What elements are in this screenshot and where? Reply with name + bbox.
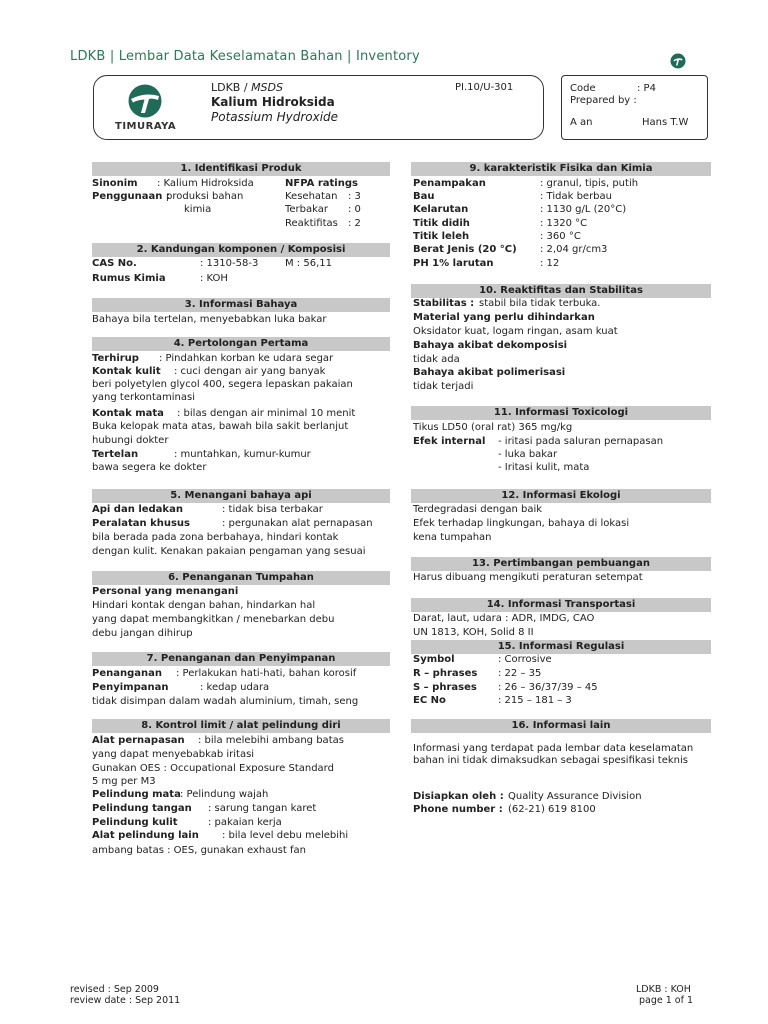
section-13-header: 13. Pertimbangan pembuangan [411,557,711,571]
section-10-header: 10. Reaktifitas dan Stabilitas [411,284,711,298]
api-ledakan-label: Api dan ledakan [92,504,183,515]
ekologi-line-3: kena tumpahan [413,532,492,543]
a-an-label: A an [570,117,593,128]
pelindung-tangan-label: Pelindung tangan [92,803,192,814]
sinonim-value: : Kalium Hidroksida [157,178,254,189]
prop-label: Kelarutan [413,204,469,215]
cas-label: CAS No. [92,258,137,269]
prop-label: Berat Jenis (20 °C) [413,244,517,255]
section-15-header: 15. Informasi Regulasi [411,640,711,654]
nfpa-label: NFPA ratings [285,178,358,189]
tumpahan-line-1: Hindari kontak dengan bahan, hindarkan hal [92,600,316,611]
prop-label: Titik didih [413,218,470,229]
terhirup-value: : Pindahkan korban ke udara segar [159,353,334,364]
alat-pelindung-lain-line-2: ambang batas : OES, gunakan exhaust fan [92,845,306,856]
transportasi-line-1: Darat, laut, udara : ADR, IMDG, CAO [413,613,595,624]
code-label: Code [570,83,596,94]
prepared-by-label: Prepared by : [570,95,637,106]
kesehatan-label: Kesehatan [285,191,338,202]
section-3-header: 3. Informasi Bahaya [92,298,390,312]
alat-pelindung-lain-value: : bila level debu melebihi [222,830,349,841]
personal-label: Personal yang menangani [92,586,239,597]
prop-label: Titik leleh [413,231,470,242]
stabilitas-label: Stabilitas : [413,298,475,309]
tertelan-line-2: bawa segera ke dokter [92,462,207,473]
penanganan-value: : Perlakukan hati-hati, bahan korosif [176,668,357,679]
section-5-header: 5. Menangani bahaya api [92,489,390,503]
tertelan-value: : muntahkan, kumur-kumur [174,449,311,460]
api-ledakan-value: : tidak bisa terbakar [222,504,323,515]
company-logo-icon [670,53,686,69]
api-line-3: dengan kulit. Kenakan pakaian pengaman yang sesuai [92,546,366,557]
sinonim-label: Sinonim [92,178,138,189]
terbakar-value: : 0 [348,204,361,215]
material-value: Oksidator kuat, logam ringan, asam kuat [413,326,618,337]
ekologi-line-2: Efek terhadap lingkungan, bahaya di lokasi [413,518,630,529]
prop-value: : 12 [540,258,560,269]
tertelan-label: Tertelan [92,449,139,460]
alat-pernapasan-label: Alat pernapasan [92,735,185,746]
section-7-header: 7. Penanganan dan Penyimpanan [92,652,390,666]
efek-internal-label: Efek internal [413,436,486,447]
penggunaan-value: produksi bahan [166,191,244,202]
polimerisasi-value: tidak terjadi [413,381,474,392]
kontak-mata-value: : bilas dengan air minimal 10 menit [177,408,356,419]
code-box [561,75,708,140]
pelindung-kulit-label: Pelindung kulit [92,817,178,828]
section-12-header: 12. Informasi Ekologi [411,489,711,503]
transportasi-line-2: UN 1813, KOH, Solid 8 II [413,627,534,638]
page-number: page 1 of 1 [639,995,694,1006]
review-date: review date : Sep 2011 [70,995,181,1006]
alat-pernapasan-value: : bila melebihi ambang batas [198,735,344,746]
phone-value: (62-21) 619 8100 [508,804,596,815]
regulasi-value: : 22 – 35 [498,668,542,679]
kontak-mata-line-3: hubungi dokter [92,435,169,446]
brand-name: TIMURAYA [115,121,177,132]
pelindung-mata-label: Pelindung mata [92,789,181,800]
footer-doc-code: LDKB : KOH [636,984,691,995]
product-name: Kalium Hidroksida [211,95,335,109]
prop-label: Penampakan [413,178,486,189]
efek-item: - Iritasi kulit, mata [498,462,590,473]
penggunaan-value-2: kimia [184,204,212,215]
section-16-header: 16. Informasi lain [411,719,711,733]
section-2-header: 2. Kandungan komponen / Komposisi [92,243,390,257]
kontak-mata-label: Kontak mata [92,408,164,419]
phone-label: Phone number : [413,804,503,815]
kontak-kulit-label: Kontak kulit [92,366,161,377]
document-number: PI.10/U-301 [455,82,514,93]
regulasi-label: R – phrases [413,668,478,679]
bahaya-text: Bahaya bila tertelan, menyebabkan luka bakar [92,314,327,325]
header-doc-type: LDKB / MSDS [211,81,283,94]
prop-label: Bau [413,191,435,202]
penyimpanan-line-2: tidak disimpan dalam wadah aluminium, timah, seng [92,696,359,707]
section-6-header: 6. Penanganan Tumpahan [92,571,390,585]
regulasi-value: : 215 – 181 – 3 [498,695,572,706]
reaktifitas-value: : 2 [348,218,361,229]
disiapkan-label: Disiapkan oleh : [413,791,504,802]
section-1-header: 1. Identifikasi Produk [92,162,390,176]
kontak-kulit-line-2: beri polyetylen glycol 400, segera lepaskan pakaian [92,379,353,390]
preparer-name: Hans T.W [642,117,689,128]
kesehatan-value: : 3 [348,191,361,202]
prop-value: : granul, tipis, putih [540,178,639,189]
penggunaan-label: Penggunaan : [92,191,170,202]
cas-value: : 1310-58-3 [200,258,259,269]
pelindung-kulit-value: : pakaian kerja [208,817,282,828]
dekomposisi-label: Bahaya akibat dekomposisi [413,340,568,351]
section-14-header: 14. Informasi Transportasi [411,598,711,612]
molar-mass: M : 56,11 [285,258,332,269]
section-4-header: 4. Pertolongan Pertama [92,337,390,351]
regulasi-label: S – phrases [413,682,477,693]
info-lain-line-1: Informasi yang terdapat pada lembar data keselamatan [413,743,694,754]
prop-value: : 360 °C [540,231,581,242]
prop-value: : 2,04 gr/cm3 [540,244,608,255]
stabilitas-value: stabil bila tidak terbuka. [479,298,601,309]
regulasi-value: : Corrosive [498,654,552,665]
prop-label: PH 1% larutan [413,258,494,269]
peralatan-khusus-value: : pergunakan alat pernapasan [222,518,373,529]
terbakar-label: Terbakar [285,204,329,215]
polimerisasi-label: Bahaya akibat polimerisasi [413,367,566,378]
product-name-english: Potassium Hydroxide [211,110,339,124]
tumpahan-line-3: debu jangan dihirup [92,628,193,639]
tumpahan-line-2: yang dapat membangkitkan / menebarkan debu [92,614,335,625]
api-line-2: bila berada pada zona berbahaya, hindari kontak [92,532,339,543]
timuraya-logo-icon [122,84,168,118]
prop-value: : Tidak berbau [540,191,612,202]
regulasi-value: : 26 – 36/37/39 – 45 [498,682,598,693]
info-lain-line-2: bahan ini tidak dimaksudkan sebagai spesifikasi teknis [413,755,688,766]
alat-pernapasan-line-3: Gunakan OES : Occupational Exposure Standard [92,763,334,774]
alat-pelindung-lain-label: Alat pelindung lain [92,830,199,841]
prop-value: : 1130 g/L (20°C) [540,204,627,215]
prop-value: : 1320 °C [540,218,588,229]
pelindung-mata-value: : Pelindung wajah [180,789,269,800]
regulasi-label: Symbol [413,654,455,665]
alat-pernapasan-line-4: 5 mg per M3 [92,776,156,787]
code-value: : P4 [637,83,656,94]
revised-date: revised : Sep 2009 [70,984,159,995]
section-11-header: 11. Informasi Toxicologi [411,406,711,420]
penyimpanan-value: : kedap udara [200,682,270,693]
ekologi-line-1: Terdegradasi dengan baik [413,504,543,515]
document-title: LDKB | Lembar Data Keselamatan Bahan | Inventory [70,49,420,64]
rumus-kimia-label: Rumus Kimia [92,273,166,284]
efek-item: - luka bakar [498,449,558,460]
rumus-kimia-value: : KOH [200,273,228,284]
regulasi-label: EC No [413,695,446,706]
pelindung-tangan-value: : sarung tangan karet [208,803,317,814]
efek-item: - iritasi pada saluran pernapasan [498,436,664,447]
section-9-header: 9. karakteristik Fisika dan Kimia [411,162,711,176]
dekomposisi-value: tidak ada [413,354,460,365]
penanganan-label: Penanganan [92,668,162,679]
kontak-kulit-value: : cuci dengan air yang banyak [174,366,326,377]
disiapkan-value: Quality Assurance Division [508,791,642,802]
material-label: Material yang perlu dihindarkan [413,312,595,323]
peralatan-khusus-label: Peralatan khusus [92,518,191,529]
terhirup-label: Terhirup [92,353,139,364]
pembuangan-text: Harus dibuang mengikuti peraturan setempat [413,572,643,583]
ld50-text: Tikus LD50 (oral rat) 365 mg/kg [413,422,573,433]
kontak-mata-line-2: Buka kelopak mata atas, bawah bila sakit berlanjut [92,421,349,432]
reaktifitas-label: Reaktifitas [285,218,338,229]
alat-pernapasan-line-2: yang dapat menyebabkab iritasi [92,749,255,760]
penyimpanan-label: Penyimpanan [92,682,169,693]
section-8-header: 8. Kontrol limit / alat pelindung diri [92,719,390,733]
kontak-kulit-line-3: yang terkontaminasi [92,392,196,403]
